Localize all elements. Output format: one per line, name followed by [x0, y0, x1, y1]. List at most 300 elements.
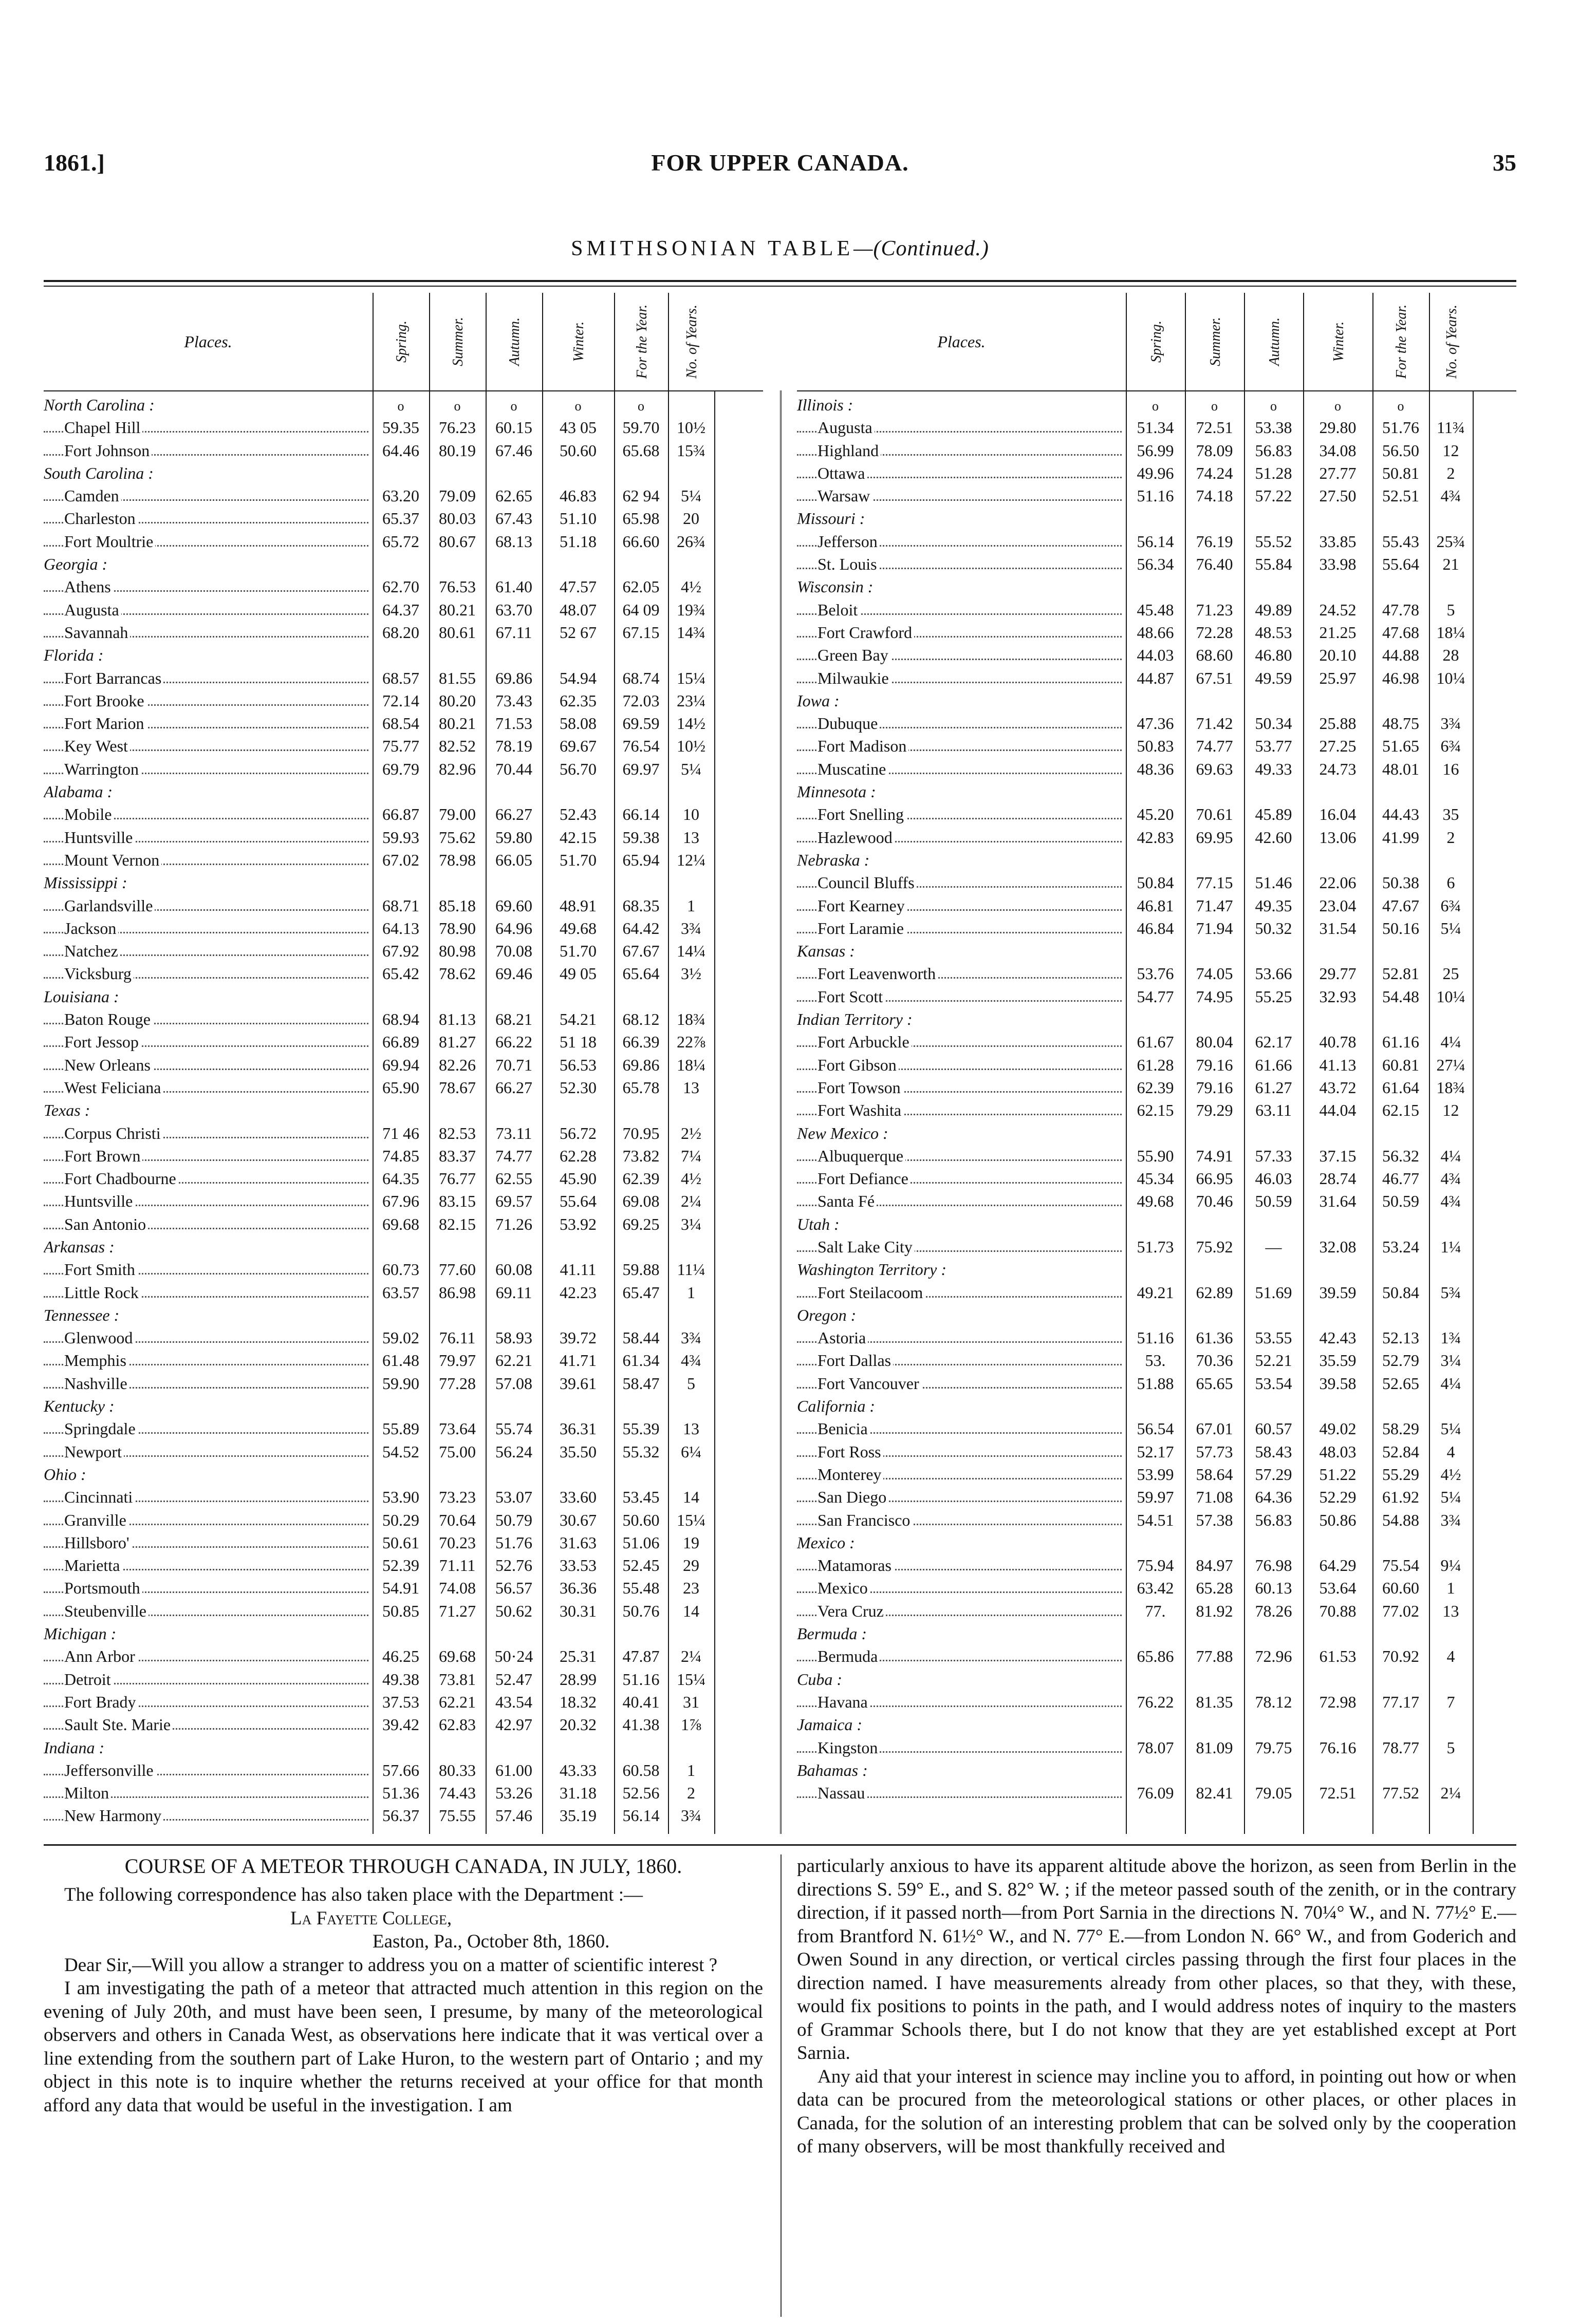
cell-au: 42.97	[495, 1715, 532, 1734]
cell-sp: 50.83	[1137, 737, 1174, 756]
column-divider	[781, 1854, 782, 2317]
cell-n: 10½	[677, 737, 705, 756]
state-label: Illinois :	[797, 393, 1125, 416]
place-name: Fort Madison	[797, 735, 1125, 757]
cell-au: 46.03	[1255, 1169, 1292, 1188]
place-name: Chapel Hill	[44, 416, 371, 439]
col-header-spring: Spring.	[373, 293, 430, 390]
cell-su: 81.13	[439, 1010, 476, 1029]
place-name: Fort Snelling	[797, 803, 1125, 826]
cell-au: 69.46	[495, 964, 532, 983]
cell-su: 85.18	[439, 896, 476, 915]
place-name: Natchez	[44, 940, 371, 962]
cell-au: 51.76	[495, 1533, 532, 1552]
place-name: Jackson	[44, 917, 371, 940]
cell-au: 53.38	[1255, 418, 1292, 437]
place-name: Vicksburg	[44, 962, 371, 985]
col-header-summer: Summer.	[1185, 293, 1245, 390]
cell-au: 71.26	[495, 1214, 532, 1233]
cell-yr: 47.67	[1382, 896, 1419, 915]
cell-n: 3½	[681, 964, 701, 983]
cell-su: 70.64	[439, 1510, 476, 1529]
cell-yr: 61.16	[1382, 1033, 1419, 1052]
cell-au: 63.70	[495, 600, 532, 619]
cell-yr: 70.95	[622, 1123, 660, 1142]
cell-wi: 25.88	[1319, 714, 1357, 733]
cell-yr: 40.41	[622, 1692, 660, 1711]
state-label: Minnesota :	[797, 780, 1125, 803]
cell-au: 68.13	[495, 532, 532, 551]
cell-su: 73.23	[439, 1488, 476, 1507]
cell-yr: 53.24	[1382, 1237, 1419, 1256]
cell-wi: 50.86	[1319, 1510, 1357, 1529]
cell-au: 60.15	[495, 418, 532, 437]
cell-su: 76.11	[439, 1328, 476, 1347]
cell-wi: 35.59	[1319, 1351, 1357, 1370]
table-group-row	[44, 393, 763, 416]
place-name: Nashville	[44, 1372, 371, 1395]
cell-n: 29	[683, 1556, 699, 1575]
cell-yr: 69.08	[622, 1192, 660, 1211]
place-name: Muscatine	[797, 758, 1125, 780]
cell-su: 71.08	[1196, 1488, 1233, 1507]
cell-sp: 54.51	[1137, 1510, 1174, 1529]
cell-sp: 42.83	[1137, 828, 1174, 847]
table-group-row	[44, 553, 763, 575]
cell-n: 10½	[677, 418, 705, 437]
cell-su: 80.67	[439, 532, 476, 551]
place-name: Marietta	[44, 1554, 371, 1577]
cell-yr: 61.34	[622, 1351, 660, 1370]
place-name: Newport	[44, 1440, 371, 1463]
cell-n: 5¾	[1440, 1283, 1461, 1302]
cell-su: 82.26	[439, 1055, 476, 1074]
cell-wi: 22.06	[1319, 873, 1357, 892]
cell-su: 66.95	[1196, 1169, 1233, 1188]
table-group-row	[44, 1463, 763, 1486]
place-name: Fort Marion	[44, 712, 371, 735]
cell-yr: 65.98	[622, 509, 660, 528]
cell-su: 76.40	[1196, 555, 1233, 574]
table-group-row	[44, 462, 763, 484]
cell-n: 12¼	[677, 850, 705, 869]
place-name: Fort Washita	[797, 1099, 1125, 1121]
cell-sp: 46.81	[1137, 896, 1174, 915]
cell-sp: 65.72	[382, 532, 419, 551]
cell-sp: 77.	[1145, 1601, 1166, 1620]
cell-sp: 53.99	[1137, 1465, 1174, 1484]
cell-wi: 51.70	[560, 942, 597, 961]
cell-n: 3¾	[1440, 1510, 1461, 1529]
place-name: Athens	[44, 575, 371, 598]
table-row	[44, 1326, 763, 1349]
place-name: Fort Johnson	[44, 439, 371, 462]
cell-su: 81.55	[439, 668, 476, 687]
cell-sp: 59.93	[382, 828, 419, 847]
article-intro: The following correspondence has also taken place with the Department :—	[64, 1884, 643, 1905]
cell-sp: 65.90	[382, 1078, 419, 1097]
cell-yr: 55.48	[622, 1579, 660, 1598]
letter-paragraph-1: I am investigating the path of a meteor that attracted much attention in this region on the evening of July 20th, and must have been seen, I presume, by many of the meteorological observers and others in Canada West, as observations here indicate that it was vertical over a line extending from the southern part of Lake Huron, to the western part of Ontario ; and my object in this note is to inquire whether the returns received at your office for that month afford any data that would be useful in the investigation. I am	[44, 1978, 763, 2116]
cell-wi: 32.93	[1319, 987, 1357, 1006]
state-label: Cuba :	[797, 1668, 1125, 1691]
cell-yr: 76.54	[622, 737, 660, 756]
cell-wi: 20.32	[560, 1715, 597, 1734]
cell-su: 78.98	[439, 850, 476, 869]
cell-au: 56.83	[1255, 441, 1292, 460]
table-row	[44, 1054, 763, 1076]
cell-au: 64.36	[1255, 1488, 1292, 1507]
cell-su: 74.08	[439, 1579, 476, 1598]
cell-su: 81.92	[1196, 1601, 1233, 1620]
table-row	[797, 1372, 1516, 1395]
cell-yr: 77.17	[1382, 1692, 1419, 1711]
state-label: North Carolina :	[44, 393, 371, 416]
cell-yr: 55.29	[1382, 1465, 1419, 1484]
cell-n: 6¾	[1440, 896, 1461, 915]
cell-n: 2¼	[681, 1192, 701, 1211]
cell-yr: 69.86	[622, 1055, 660, 1074]
cell-su: 75.62	[439, 828, 476, 847]
cell-n: 5	[687, 1374, 695, 1393]
cell-wi: 13.06	[1319, 828, 1357, 847]
letter-address-2: Easton, Pa., October 8th, 1860.	[373, 1931, 610, 1952]
cell-yr: 58.47	[622, 1374, 660, 1393]
cell-n: 13	[683, 828, 699, 847]
cell-n: 10¼	[1436, 668, 1465, 687]
cell-sp: 54.52	[382, 1442, 419, 1461]
cell-n: 3¼	[681, 1214, 701, 1233]
table-row	[44, 1804, 763, 1827]
table-group-row	[797, 689, 1516, 712]
cell-n: 28	[1442, 646, 1459, 665]
cell-wi: 51.22	[1319, 1465, 1357, 1484]
cell-su: 82.41	[1196, 1784, 1233, 1803]
cell-su: 74.24	[1196, 463, 1233, 482]
cell-n: 1	[687, 1760, 695, 1779]
article-left-column	[44, 1854, 763, 2117]
cell-wi: 55.64	[560, 1192, 597, 1211]
cell-yr: 69.59	[622, 714, 660, 733]
place-name: Fort Ross	[797, 1440, 1125, 1463]
col-header-year: For the Year.	[614, 293, 669, 390]
cell-n: 27¼	[1436, 1055, 1465, 1074]
cell-sp: 50.84	[1137, 873, 1174, 892]
table-row	[44, 1440, 763, 1463]
table-title-main: SMITHSONIAN TABLE	[571, 237, 854, 260]
col-header-spring: Spring.	[1126, 293, 1186, 390]
cell-su: 79.09	[439, 486, 476, 505]
cell-sp: 45.20	[1137, 805, 1174, 824]
cell-sp: 68.71	[382, 896, 419, 915]
cell-n: 13	[683, 1078, 699, 1097]
cell-au: 53.77	[1255, 737, 1292, 756]
col-header-autumn: Autumn.	[486, 293, 543, 390]
cell-su: 70.36	[1196, 1351, 1233, 1370]
cell-sp: 60.73	[382, 1260, 419, 1279]
cell-n: 19¾	[677, 600, 705, 619]
table-row	[44, 1531, 763, 1554]
table-row	[797, 1554, 1516, 1577]
cell-sp: 75.77	[382, 737, 419, 756]
cell-su: 68.60	[1196, 646, 1233, 665]
cell-n: 1	[687, 1283, 695, 1302]
cell-su: 80.98	[439, 942, 476, 961]
table-row	[44, 1509, 763, 1531]
cell-su: 75.55	[439, 1806, 476, 1825]
cell-sp: 59.35	[382, 418, 419, 437]
cell-wi: 31.54	[1319, 919, 1357, 938]
cell-su: 80.04	[1196, 1033, 1233, 1052]
cell-yr: 52.79	[1382, 1351, 1419, 1370]
cell-au: 69.57	[495, 1192, 532, 1211]
cell-yr: 52.13	[1382, 1328, 1419, 1347]
cell-su: 70.23	[439, 1533, 476, 1552]
cell-yr: 68.35	[622, 896, 660, 915]
place-name: Corpus Christi	[44, 1122, 371, 1145]
cell-yr: 65.64	[622, 964, 660, 983]
cell-wi: 53.64	[1319, 1579, 1357, 1598]
cell-sp: 72.14	[382, 691, 419, 710]
cell-n: 15¼	[677, 1510, 705, 1529]
place-name: Fort Brown	[44, 1145, 371, 1167]
cell-sp: 61.67	[1137, 1033, 1174, 1052]
place-name: New Orleans	[44, 1054, 371, 1076]
table-group-row	[44, 985, 763, 1008]
cell-wi: 42.43	[1319, 1328, 1357, 1347]
place-name: Fort Crawford	[797, 621, 1125, 644]
cell-n: 5¼	[1440, 1419, 1461, 1438]
cell-sp: 68.57	[382, 668, 419, 687]
section-rule	[44, 1844, 1516, 1846]
cell-sp: 51.36	[382, 1784, 419, 1803]
table-group-row	[44, 1099, 763, 1121]
cell-wi: 28.99	[560, 1670, 597, 1689]
table-row	[44, 1645, 763, 1667]
table-row	[44, 621, 763, 644]
cell-su: 79.16	[1196, 1078, 1233, 1097]
cell-au: 52.21	[1255, 1351, 1292, 1370]
title-rule-thick	[44, 280, 1516, 282]
cell-au: 63.11	[1255, 1101, 1292, 1120]
cell-wi: 52.43	[560, 805, 597, 824]
cell-sp: 62.15	[1137, 1101, 1174, 1120]
cell-sp: 75.94	[1137, 1556, 1174, 1575]
cell-wi: 72.98	[1319, 1692, 1357, 1711]
place-name: Jeffersonville	[44, 1759, 371, 1782]
cell-au: 49.59	[1255, 668, 1292, 687]
cell-au: 50.59	[1255, 1192, 1292, 1211]
cell-wi: 30.67	[560, 1510, 597, 1529]
place-name: Astoria	[797, 1326, 1125, 1349]
degree-mark: o	[1334, 399, 1341, 414]
table-group-row	[797, 575, 1516, 598]
cell-sp: 64.46	[382, 441, 419, 460]
cell-wi: 39.59	[1319, 1283, 1357, 1302]
place-name: Detroit	[44, 1668, 371, 1691]
cell-wi: 51.70	[560, 850, 597, 869]
place-name: Fort Moultrie	[44, 530, 371, 553]
cell-yr: 50.16	[1382, 919, 1419, 938]
cell-sp: 37.53	[382, 1692, 419, 1711]
degree-mark: o	[1211, 399, 1218, 414]
cell-n: 1⅞	[681, 1715, 701, 1734]
cell-yr: 52.56	[622, 1784, 660, 1803]
cell-wi: 51 18	[560, 1033, 597, 1052]
cell-sp: 68.20	[382, 623, 419, 642]
cell-n: 3¼	[1440, 1351, 1461, 1370]
cell-su: 71.23	[1196, 600, 1233, 619]
place-name: Warrington	[44, 758, 371, 780]
place-name: Dubuque	[797, 712, 1125, 735]
cell-su: 82.52	[439, 737, 476, 756]
cell-yr: 73.82	[622, 1146, 660, 1165]
cell-wi: 64.29	[1319, 1556, 1357, 1575]
cell-wi: 51.18	[560, 532, 597, 551]
cell-sp: 59.90	[382, 1374, 419, 1393]
cell-au: 62.65	[495, 486, 532, 505]
cell-yr: 50.59	[1382, 1192, 1419, 1211]
degree-mark: o	[1397, 399, 1404, 414]
cell-wi: 40.78	[1319, 1033, 1357, 1052]
table-row	[797, 553, 1516, 575]
cell-n: 10	[683, 805, 699, 824]
cell-yr: 65.47	[622, 1283, 660, 1302]
cell-su: 79.97	[439, 1351, 476, 1370]
cell-n: 14½	[677, 714, 705, 733]
table-group-row	[797, 1008, 1516, 1030]
degree-mark: o	[454, 399, 461, 414]
place-name: Green Bay	[797, 644, 1125, 666]
cell-yr: 77.52	[1382, 1784, 1419, 1803]
cell-su: 76.77	[439, 1169, 476, 1188]
cell-wi: 21.25	[1319, 623, 1357, 642]
cell-au: 60.57	[1255, 1419, 1292, 1438]
cell-au: 50.79	[495, 1510, 532, 1529]
cell-n: 13	[1442, 1601, 1459, 1620]
cell-wi: 48.07	[560, 600, 597, 619]
state-label: Wisconsin :	[797, 575, 1125, 598]
cell-sp: 74.85	[382, 1146, 419, 1165]
state-label: Michigan :	[44, 1622, 371, 1645]
cell-sp: 53.	[1145, 1351, 1166, 1370]
cell-su: 86.98	[439, 1283, 476, 1302]
place-name: Fort Steilacoom	[797, 1281, 1125, 1304]
cell-wi: 62.35	[560, 691, 597, 710]
place-name: Fort Gibson	[797, 1054, 1125, 1076]
cell-su: 73.64	[439, 1419, 476, 1438]
cell-au: 70.08	[495, 942, 532, 961]
table-row	[797, 1440, 1516, 1463]
cell-su: 80.21	[439, 600, 476, 619]
cell-su: 82.96	[439, 759, 476, 778]
table-row	[797, 1281, 1516, 1304]
cell-sp: 49.96	[1137, 463, 1174, 482]
cell-wi: 43 05	[560, 418, 597, 437]
cell-n: 4¼	[1440, 1374, 1461, 1393]
cell-wi: 62.28	[560, 1146, 597, 1165]
cell-n: 1	[687, 896, 695, 915]
table-row	[797, 1145, 1516, 1167]
place-name: Council Bluffs	[797, 871, 1125, 894]
cell-sp: 53.76	[1137, 964, 1174, 983]
cell-au: 78.26	[1255, 1601, 1292, 1620]
state-label: Mexico :	[797, 1531, 1125, 1554]
cell-sp: 59.97	[1137, 1488, 1174, 1507]
cell-su: 78.09	[1196, 441, 1233, 460]
place-name: Highland	[797, 439, 1125, 462]
cell-yr: 47.68	[1382, 623, 1419, 642]
place-name: Mount Vernon	[44, 849, 371, 871]
cell-au: 76.98	[1255, 1556, 1292, 1575]
col-header-years: No. of Years.	[668, 293, 715, 390]
cell-n: 23	[683, 1579, 699, 1598]
place-name: Augusta	[44, 598, 371, 621]
cell-au: 57.46	[495, 1806, 532, 1825]
state-label: Arkansas :	[44, 1235, 371, 1258]
cell-yr: 56.14	[622, 1806, 660, 1825]
state-label: Mississippi :	[44, 871, 371, 894]
cell-yr: 52.45	[622, 1556, 660, 1575]
cell-sp: 54.91	[382, 1579, 419, 1598]
cell-au: 56.57	[495, 1579, 532, 1598]
place-name: Fort Defiance	[797, 1167, 1125, 1190]
cell-au: 69.86	[495, 668, 532, 687]
table-row	[44, 598, 763, 621]
cell-yr: 59.70	[622, 418, 660, 437]
place-name: West Feliciana	[44, 1076, 371, 1099]
table-row	[797, 1463, 1516, 1486]
cell-sp: 51.16	[1137, 486, 1174, 505]
cell-au: 66.22	[495, 1033, 532, 1052]
cell-sp: 68.54	[382, 714, 419, 733]
table-row	[797, 1349, 1516, 1372]
cell-sp: 51.34	[1137, 418, 1174, 437]
cell-sp: 50.29	[382, 1510, 419, 1529]
cell-su: 65.28	[1196, 1579, 1233, 1598]
cell-wi: 31.64	[1319, 1192, 1357, 1211]
cell-su: 70.46	[1196, 1192, 1233, 1211]
cell-sp: 65.37	[382, 509, 419, 528]
cell-au: 51.46	[1255, 873, 1292, 892]
state-label: Texas :	[44, 1099, 371, 1121]
table-row	[797, 462, 1516, 484]
cell-au: 53.54	[1255, 1374, 1292, 1393]
cell-yr: 59.88	[622, 1260, 660, 1279]
state-label: South Carolina :	[44, 462, 371, 484]
table-row	[44, 1008, 763, 1030]
cell-sp: 46.25	[382, 1647, 419, 1666]
table-row	[44, 803, 763, 826]
cell-yr: 66.14	[622, 805, 660, 824]
cell-n: 18¾	[677, 1010, 705, 1029]
cell-yr: 59.38	[622, 828, 660, 847]
cell-n: 4¼	[1440, 1033, 1461, 1052]
table-row	[797, 416, 1516, 439]
cell-wi: 53.92	[560, 1214, 597, 1233]
table-row	[797, 621, 1516, 644]
table-group-row	[797, 780, 1516, 803]
cell-wi: 51.10	[560, 509, 597, 528]
table-row	[44, 1417, 763, 1440]
table-row	[797, 735, 1516, 757]
cell-n: 3¾	[681, 1328, 701, 1347]
cell-au: 60.08	[495, 1260, 532, 1279]
cell-sp: 45.34	[1137, 1169, 1174, 1188]
cell-au: 55.74	[495, 1419, 532, 1438]
cell-wi: 39.61	[560, 1374, 597, 1393]
cell-su: 65.65	[1196, 1374, 1233, 1393]
